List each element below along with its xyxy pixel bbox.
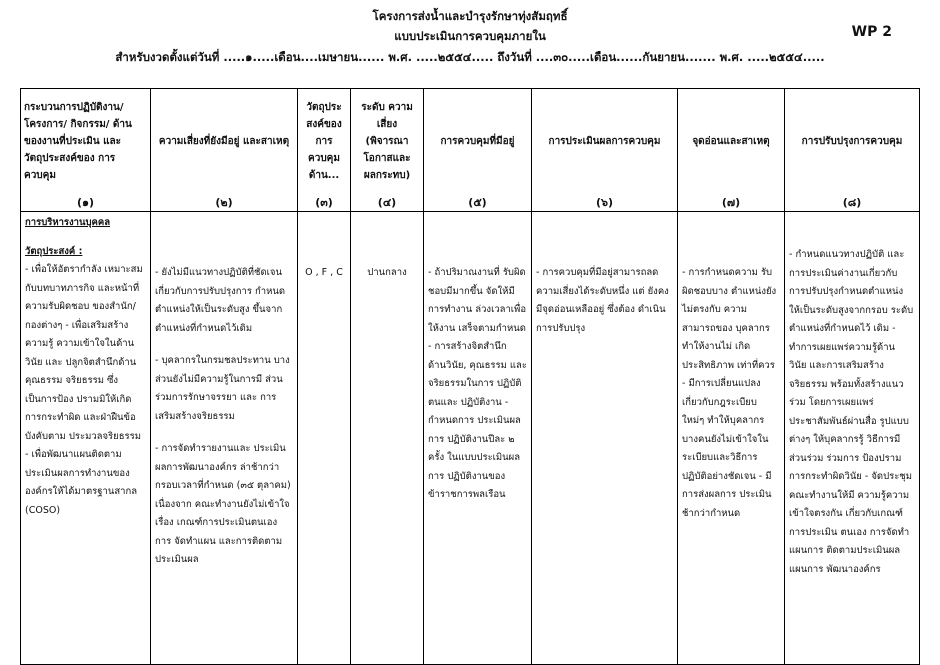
col-header-8: การปรับปรุงการควบคุม <box>785 89 920 194</box>
col-header-7: จุดอ่อนและสาเหตุ <box>678 89 785 194</box>
column-number-row <box>21 193 920 212</box>
col-header-3: วัตถุประ สงค์ของ การ ควบคุม ด้าน... <box>298 89 351 194</box>
process-title: การบริหารงานบุคคล <box>25 217 111 228</box>
table-row <box>21 212 920 665</box>
column-header-row <box>21 89 920 194</box>
control-objective-cell: O , F , C <box>298 212 351 665</box>
col-number-5: (๕) <box>424 193 532 212</box>
col-number-3: (๓) <box>298 193 351 212</box>
risk-level-cell: ปานกลาง <box>351 212 424 665</box>
risk-item-3: - การจัดทำรายงานและ ประเมินผลการพัฒนาองค์กร ล่าช้ากว่ากรอบเวลาที่กำหนด (๓๕ ตุลาคม) เนื่องจาก คณะทำงานยังไม่เข้าใจเรื่อง เกณฑ์การประเมินตนเองการ จัดทำแผน และการติดตาม ประเมินผล <box>155 443 291 565</box>
col-header-2: ความเสี่ยงที่ยังมีอยู่ และสาเหตุ <box>151 89 298 194</box>
col-header-4: ระดับ ความเสี่ยง (พิจารณา โอกาสและ ผลกระทบ) <box>351 89 424 194</box>
existing-control-cell: - ถ้าปริมาณงานที่ รับผิดชอบมีมากขึ้น จัดให้มีการทำงาน ล่วงเวลาเพื่อให้งาน เสร็จตามกำหนด - การสร้างจิตสำนึก ด้านวินัย, คุณธรรม และจริยธรรมในการ ปฏิบัติตนและ ปฏิบัติงาน - กำหนดการ ประเมินผลการ ปฏิบัติงานปีละ ๒ ครั้ง ในแบบประเมินผลการ ปฏิบัติงานของ ข้าราชการพลเรือน <box>424 212 532 665</box>
col-header-6: การประเมินผลการควบคุม <box>532 89 678 194</box>
wp-code: WP 2 <box>851 24 892 40</box>
col-header-5: การควบคุมที่มีอยู่ <box>424 89 532 194</box>
objective-text: - เพื่อให้อัตรากำลัง เหมาะสมกับบทบาทภารกิจ และหน้าที่ความรับผิดชอบ ของสำนัก/กองต่างๆ - เพื่อเสริมสร้างความรู้ ความเข้าใจในด้านวินัย และ ปลูกจิตสำนึกด้านคุณธรรม จริยธรรม ซึ่งเป็นการป้อง ปรามมิให้เกิดการกระทำผิด และฝ่าฝืนข้อบังคับตาม ประมวลจริยธรรม - เพื่อพัฒนาแผนติดตาม ประเมินผลการทำงานของ องค์กรให้ได้มาตรฐานสากล (COSO) <box>25 264 143 516</box>
period-line: สำหรับงวดตั้งแต่วันที่ .....๑.....เดือน....เมษายน...... พ.ศ. .....๒๕๕๔..... ถึงวันที่ ....๓๐.....เดือน......กันยายน....... พ.ศ. .....๒๕๕๔..... <box>115 50 825 64</box>
process-cell <box>21 212 151 665</box>
risk-item-2: - บุคลากรในกรมชลประทาน บางส่วนยังไม่มีความรู้ในการมี ส่วนร่วมการรักษาจรรยา และ การเสริมสร้างจริยธรรม <box>155 355 290 422</box>
col-number-6: (๖) <box>532 193 678 212</box>
control-evaluation-cell: - การควบคุมที่มีอยู่สามารถลด ความเสี่ยงได้ระดับหนึ่ง แต่ ยังคงมีจุดอ่อนเหลืออยู่ ซึ่งต้อง ดำเนินการปรับปรุง <box>532 212 678 665</box>
risk-item-1: - ยังไม่มีแนวทางปฏิบัติที่ชัดเจน เกี่ยวกับการปรับปรุงการ กำหนดตำแหน่งให้เป็นระดับสูง ขึ้นจากตำแหน่งที่กำหนดไว้เดิม <box>155 267 286 334</box>
weakness-cell: - การกำหนดความ รับผิดชอบบาง ตำแหน่งยังไม่ตรงกับ ความสามารถของ บุคลากรทำให้งานไม่ เกิดประสิทธิภาพ เท่าที่ควร - มีการเปลี่ยนแปลง เกี่ยวกับกฎระเบียบ ใหม่ๆ ทำให้บุคลากร บางคนยังไม่เข้าใจใน ระเบียบและวิธีการ ปฏิบัติอย่างชัดเจน - มีการส่งผลการ ประเมินช้ากว่ากำหนด <box>678 212 785 665</box>
project-title: โครงการส่งน้ำและบำรุงรักษาทุ่งสัมฤทธิ์ <box>372 9 568 23</box>
objective-label: วัตถุประสงค์ : <box>25 245 83 257</box>
form-title: แบบประเมินการควบคุมภายใน <box>394 29 546 43</box>
col-number-7: (๗) <box>678 193 785 212</box>
col-header-1: กระบวนการปฏิบัติงาน/ โครงการ/ กิจกรรม/ ด้านของงานที่ประเมิน และวัตถุประสงค์ของ การควบคุม <box>21 89 151 194</box>
improvement-cell: - กำหนดแนวทางปฏิบัติ และ การประเมินค่างานเกี่ยวกับ การปรับปรุงกำหนดตำแหน่ง ให้เป็นระดับสูงจากกรอบ ระดับตำแหน่งที่กำหนดไว้ เดิม - ทำการเผยแพร่ความรู้ด้าน วินัย และการเสริมสร้าง จริยธรรม พร้อมทั้งสร้างแนว ร่วม โดยการเผยแพร่ ประชาสัมพันธ์ผ่านสื่อ รูปแบบต่างๆ ให้บุคลากรรู้ วิธีการมีส่วนร่วม ร่วมการ ป้องปรามการกระทำผิดวินัย - จัดประชุมคณะทำงานให้มี ความรู้ความเข้าใจตรงกัน เกี่ยวกับเกณฑ์การประเมิน ตนเอง การจัดทำแผนการ ติดตามประเมินผลแผนการ พัฒนาองค์กร <box>785 212 920 665</box>
col-number-2: (๒) <box>151 193 298 212</box>
col-number-4: (๔) <box>351 193 424 212</box>
col-number-1: (๑) <box>21 193 151 212</box>
col-number-8: (๘) <box>785 193 920 212</box>
assessment-table <box>20 88 920 665</box>
risk-cell <box>151 212 298 665</box>
